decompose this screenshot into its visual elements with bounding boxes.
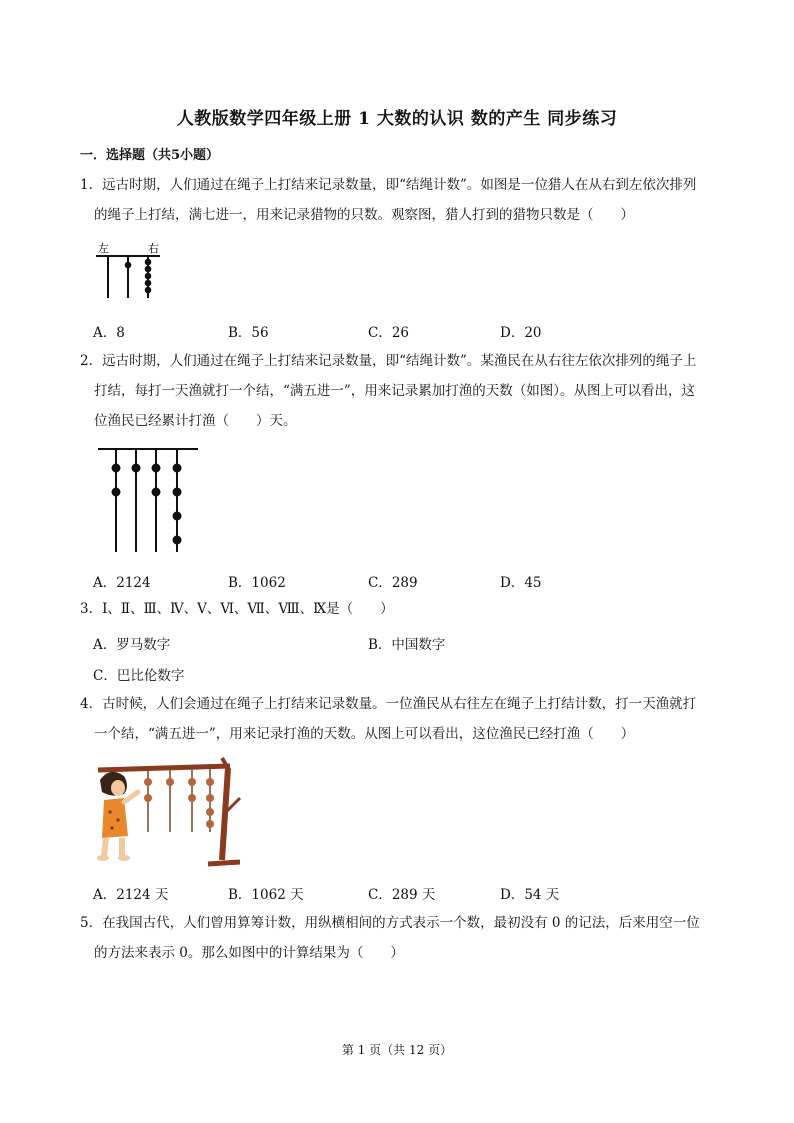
q3-option-b: B．中国数字: [368, 637, 446, 653]
question-3: 3．Ⅰ、Ⅱ、Ⅲ、Ⅳ、Ⅴ、Ⅵ、Ⅶ、Ⅷ、Ⅸ是（ ）: [80, 601, 394, 617]
page-title: 人教版数学四年级上册 1 大数的认识 数的产生 同步练习: [176, 109, 618, 129]
q1-option-d: D．20: [500, 325, 542, 341]
question-2-line-1: 2．远古时期，人们通过在绳子上打结来记录数量，即“结绳计数”。某渔民在从右往左依次排列的绳子上: [80, 353, 697, 369]
q2-option-c: C．289: [368, 575, 418, 591]
question-1-line-1: 1．远古时期，人们通过在绳子上打结来记录数量，即“结绳计数”。如图是一位猎人在从右到左依次排列: [80, 177, 697, 193]
q4-option-c: C．289 天: [368, 887, 436, 903]
question-2: [80, 346, 720, 436]
section-heading: 一．选择题（共5小题）: [80, 148, 220, 163]
q3-option-a: A．罗马数字: [93, 637, 171, 653]
q2-option-b: B．1062: [228, 575, 286, 591]
q1-option-c: C．26: [368, 325, 410, 341]
q4-option-d: D．54 天: [500, 887, 560, 903]
q1-option-b: B．56: [228, 325, 269, 341]
figure-1-right-label: 右: [148, 242, 159, 255]
q2-option-d: D．45: [500, 575, 542, 591]
question-5-line-1: 5．在我国古代，人们曾用算筹计数，用纵横相间的方式表示一个数，最初没有 0 的记法，后来用空一位: [80, 915, 700, 931]
question-5-line-2: 的方法来表示 0。那么如图中的计算结果为（ ）: [94, 945, 404, 961]
knot-rope-figure-1: [94, 240, 164, 302]
question-1: [80, 170, 720, 230]
knot-rope-figure-2: [94, 444, 200, 556]
question-2-line-3: 位渔民已经累计打渔（ ）天。: [94, 413, 297, 429]
question-5: [80, 908, 720, 968]
q2-option-a: A．2124: [93, 575, 151, 591]
question-1-line-2: 的绳子上打结，满七进一，用来记录猎物的只数。观察图，猎人打到的猎物只数是（ ）: [94, 207, 634, 223]
q4-option-b: B．1062 天: [228, 887, 304, 903]
q3-option-c: C．巴比伦数字: [93, 668, 185, 684]
figure-1-left-label: 左: [98, 242, 109, 255]
q1-option-a: A．8: [93, 325, 125, 341]
fisherman-knot-illustration: [90, 752, 246, 868]
question-2-line-2: 打结，每打一天渔就打一个结，“满五进一”，用来记录累加打渔的天数（如图）。从图上可以看出，这: [94, 383, 696, 399]
q4-option-a: A．2124 天: [93, 887, 169, 903]
question-4: [80, 689, 720, 749]
question-4-line-2: 一个结，“满五进一”，用来记录打渔的天数。从图上可以看出，这位渔民已经打渔（ ）: [94, 726, 635, 742]
question-4-line-1: 4．古时候，人们会通过在绳子上打结来记录数量。一位渔民从右往左在绳子上打结计数，打一天渔就打: [80, 696, 697, 712]
page-footer: 第 1 页（共 12 页）: [341, 1043, 453, 1057]
